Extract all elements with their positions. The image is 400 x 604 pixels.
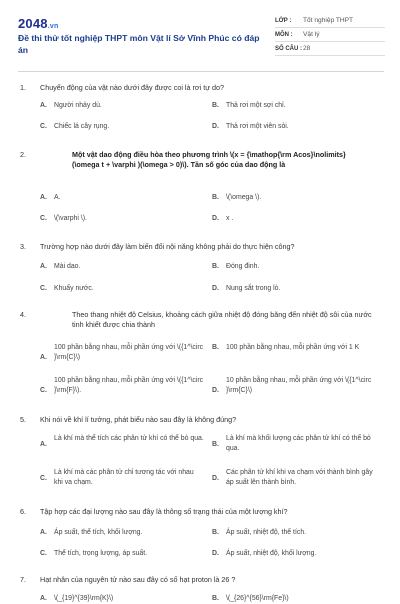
question-text: Trường hợp nào dưới đây làm biến đổi nội năng không phải do thực hiện công? [40,242,295,251]
option-text: Mài dao. [54,263,81,270]
question-number: 7. [20,575,26,584]
option-text: Đóng đinh. [226,263,260,270]
option-label: B. [212,194,219,201]
option-label: A. [40,441,47,448]
option-text: Thể tích, trọng lượng, áp suất. [54,550,148,557]
option-label: B. [212,344,219,351]
option-label: C. [40,550,47,557]
option-label: C. [40,123,47,130]
option-label: A. [40,595,47,602]
option-text: Là khí mà các phân tử chỉ tương tác với nhau khi va chạm. [54,469,194,486]
question-text: Khi nói về khí lí tưởng, phát biểu nào sau đây là không đúng? [40,415,237,424]
option-label: C. [40,387,47,394]
option-text: A. [54,194,61,201]
option-label: B. [212,441,219,448]
question-text: Tập hợp các đại lượng nào sau đây là thông số trạng thái của một lượng khí? [40,507,288,516]
question-2 [20,150,382,230]
question-5 [20,415,382,495]
site-logo[interactable] [18,16,58,31]
question-text: Chuyển động của vật nào dưới đây được coi là rơi tự do? [40,83,225,92]
header [18,12,384,54]
option-label: A. [40,102,47,109]
option-text: \(_{19}^{39}\rm{K}\) [54,595,114,602]
option-text: 100 phần bằng nhau, mỗi phần ứng với 1 K [226,344,360,351]
option-label: D. [212,475,219,482]
option-label: B. [212,102,219,109]
meta-table [275,14,385,56]
option-text: Các phân tử khí khi va chạm với thành bình gây áp suất lên thành bình. [226,469,373,486]
option-label: D. [212,123,219,130]
option-label: A. [40,354,47,361]
meta-row-class [275,14,385,28]
meta-row-count [275,42,385,56]
option-text: 100 phần bằng nhau, mỗi phần ứng với \({1^\circ }\rm{C}\) [54,344,204,361]
question-text: Hạt nhân của nguyên tử nào sau đây có số hạt proton là 26 ? [40,575,236,584]
option-label: D. [212,550,219,557]
question-text: Theo thang nhiệt độ Celsius, khoảng cách giữa nhiệt độ đóng băng đến nhiệt độ sôi của nước tinh khiết được chia thành [72,310,372,329]
logo-text: 2048 [18,16,48,31]
question-6 [20,507,382,563]
option-text: \(\omega \). [226,194,262,201]
option-label: D. [212,285,219,292]
option-text: Chiếc lá cây rụng. [54,123,110,130]
option-text: \(\varphi \). [54,215,87,222]
header-divider [18,71,384,72]
option-label: C. [40,475,47,482]
option-text: Là khí mà thể tích các phân tử khí có thể bỏ qua. [54,435,204,442]
meta-value: 28 [303,45,311,52]
option-text: Thả rơi một sợi chỉ. [226,102,286,109]
option-text: Thả rơi một viên sỏi. [226,123,289,130]
option-text: 100 phần bằng nhau, mỗi phần ứng với \({1^\circ }\rm{F}\). [54,377,204,394]
option-label: A. [40,194,47,201]
meta-value: Vật lý [303,31,320,38]
question-7 [20,575,382,600]
question-4 [20,310,382,402]
page-title: Đề thi thử tốt nghiệp THPT môn Vật lí Sở Vĩnh Phúc có đáp án [18,33,260,55]
question-number: 6. [20,507,26,516]
option-text: 10 phần bằng nhau, mỗi phần ứng với \({1^\circ }\rm{C}\) [226,377,372,394]
option-text: Áp suất, nhiệt độ, khối lượng. [226,550,317,557]
option-text: Áp suất, thể tích, khối lượng. [54,529,143,536]
option-text: x . [226,215,234,222]
meta-key: LỚP : [275,17,292,24]
option-text: Áp suất, nhiệt độ, thể tích. [226,529,307,536]
option-label: D. [212,387,219,394]
question-number: 2. [20,150,26,159]
option-label: C. [40,215,47,222]
option-text: Khuấy nước. [54,285,94,292]
option-label: A. [40,263,47,270]
question-3 [20,242,382,297]
option-text: \(_{26}^{56}\rm{Fe}\) [226,595,289,602]
logo-suffix: .vn [47,23,59,30]
question-number: 1. [20,83,26,92]
option-label: B. [212,529,219,536]
question-number: 3. [20,242,26,251]
option-text: Người nhảy dù. [54,102,102,109]
question-1 [20,83,382,133]
option-label: A. [40,529,47,536]
question-number: 5. [20,415,26,424]
question-number: 4. [20,310,26,319]
option-label: C. [40,285,47,292]
question-text: Một vật dao động điều hòa theo phương trình \(x = {\mathop{\rm Acos}\nolimits} (\omega t + \varphi )(\omega > 0)\). Tần số góc của dao động là [72,150,346,169]
option-text: Là khí mà khối lượng các phân tử khí có thể bỏ qua. [226,435,371,452]
option-label: B. [212,595,219,602]
meta-value: Tốt nghiệp THPT [303,17,354,24]
option-label: D. [212,215,219,222]
meta-key: SỐ CÂU : [275,45,302,52]
meta-row-subject [275,28,385,42]
option-text: Nung sắt trong lò. [226,285,281,292]
meta-key: MÔN : [275,31,293,38]
option-label: B. [212,263,219,270]
